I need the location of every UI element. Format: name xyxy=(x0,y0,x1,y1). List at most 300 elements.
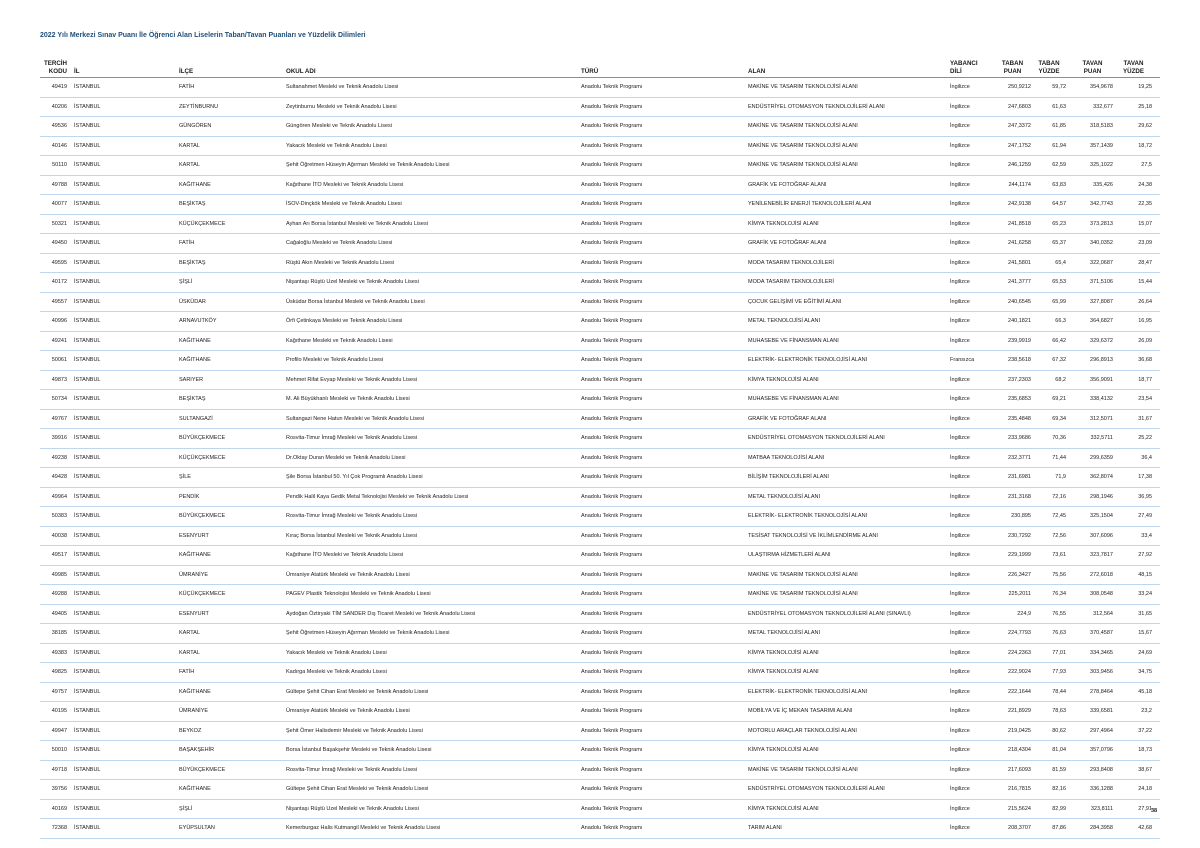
cell-il: İSTANBUL xyxy=(74,766,101,773)
cell-tavan-yuzde: 34,75 xyxy=(1138,669,1152,675)
cell-taban-puan: 231,3168 xyxy=(1008,493,1031,500)
cell-taban-yuzde: 71,44 xyxy=(1052,454,1066,461)
cell-alan: TARIM ALANI xyxy=(748,825,782,831)
cell-alan: METAL TEKNOLOJİSİ ALANI xyxy=(748,318,821,324)
cell-tavan-yuzde: 22,35 xyxy=(1138,201,1152,207)
cell-alan: MOTORLU ARAÇLAR TEKNOLOJİSİ ALANI xyxy=(748,727,857,734)
cell-tavan-puan: 373,2813 xyxy=(1090,220,1113,227)
cell-taban-puan: 247,3372 xyxy=(1008,123,1031,129)
cell-tavan-yuzde: 42,68 xyxy=(1138,825,1152,831)
cell-ilce: EYÜPSULTAN xyxy=(179,825,215,831)
cell-turu: Anadolu Teknik Programı xyxy=(581,825,643,831)
cell-yabanci-dili: İngilizce xyxy=(950,825,970,831)
cell-okul-adi: Rosvita-Timur İmrağ Mesleki ve Teknik Anadolu Lisesi xyxy=(286,766,418,773)
cell-turu: Anadolu Teknik Programı xyxy=(581,142,643,149)
cell-turu: Anadolu Teknik Programı xyxy=(581,259,643,266)
cell-yabanci-dili: İngilizce xyxy=(950,376,970,383)
cell-yabanci-dili: İngilizce xyxy=(950,532,970,539)
table-row xyxy=(40,293,1160,313)
cell-taban-yuzde: 76,63 xyxy=(1052,630,1066,636)
cell-tavan-yuzde: 33,24 xyxy=(1138,591,1152,597)
cell-tercih-kodu: 49947 xyxy=(51,727,67,734)
cell-tercih-kodu: 49238 xyxy=(51,454,67,461)
header-yuzde-line: YÜZDE xyxy=(1038,67,1060,75)
cell-taban-yuzde: 62,59 xyxy=(1052,162,1066,168)
cell-tercih-kodu: 40206 xyxy=(51,103,67,110)
cell-ilce: KAĞITHANE xyxy=(179,552,211,558)
cell-yabanci-dili: İngilizce xyxy=(950,766,970,773)
cell-tavan-puan: 298,1946 xyxy=(1090,493,1113,500)
cell-taban-yuzde: 76,34 xyxy=(1052,591,1066,597)
cell-turu: Anadolu Teknik Programı xyxy=(581,493,643,500)
header-tercih-line: TERCİH xyxy=(43,60,67,68)
cell-turu: Anadolu Teknik Programı xyxy=(581,571,643,578)
header-taban-line: TABAN xyxy=(1001,60,1024,68)
cell-tercih-kodu: 72368 xyxy=(51,825,67,831)
cell-tavan-yuzde: 17,38 xyxy=(1138,474,1152,480)
cell-taban-puan: 222,9024 xyxy=(1008,669,1031,675)
cell-il: İSTANBUL xyxy=(74,552,101,558)
cell-il: İSTANBUL xyxy=(74,571,101,578)
cell-il: İSTANBUL xyxy=(74,142,101,149)
cell-yabanci-dili: İngilizce xyxy=(950,123,970,129)
cell-yabanci-dili: İngilizce xyxy=(950,337,970,344)
cell-taban-yuzde: 66,3 xyxy=(1055,318,1066,324)
cell-taban-yuzde: 76,55 xyxy=(1052,610,1066,617)
cell-taban-yuzde: 59,72 xyxy=(1052,84,1066,90)
cell-tercih-kodu: 49557 xyxy=(51,298,67,305)
cell-taban-yuzde: 82,16 xyxy=(1052,786,1066,792)
cell-tercih-kodu: 49718 xyxy=(51,766,67,773)
table-row xyxy=(40,527,1160,547)
cell-tavan-puan: 354,9678 xyxy=(1090,84,1113,90)
cell-tavan-yuzde: 25,18 xyxy=(1138,103,1152,110)
header-taban-yuzde xyxy=(1032,60,1066,75)
cell-tercih-kodu: 39756 xyxy=(51,786,67,792)
cell-taban-yuzde: 72,56 xyxy=(1052,532,1066,539)
cell-taban-puan: 217,6093 xyxy=(1008,766,1031,773)
header-alan: ALAN xyxy=(748,67,766,75)
cell-yabanci-dili: İngilizce xyxy=(950,649,970,656)
table-row xyxy=(40,585,1160,605)
header-tavan-line: TAVAN xyxy=(1082,60,1103,68)
cell-taban-puan: 244,1174 xyxy=(1008,181,1031,188)
cell-taban-puan: 226,3427 xyxy=(1008,571,1031,578)
cell-ilce: BÜYÜKÇEKMECE xyxy=(179,513,226,519)
cell-taban-yuzde: 78,44 xyxy=(1052,688,1066,695)
cell-tavan-yuzde: 27,91 xyxy=(1138,805,1152,812)
cell-taban-yuzde: 61,94 xyxy=(1052,142,1066,149)
cell-il: İSTANBUL xyxy=(74,727,101,734)
cell-tercih-kodu: 49825 xyxy=(51,669,67,675)
cell-taban-yuzde: 77,93 xyxy=(1052,669,1066,675)
header-tavan-yuzde xyxy=(1115,60,1152,75)
cell-tercih-kodu: 49757 xyxy=(51,688,67,695)
cell-tercih-kodu: 40172 xyxy=(51,279,67,285)
cell-alan: KİMYA TEKNOLOJİSİ ALANI xyxy=(748,649,819,656)
table-row xyxy=(40,780,1160,800)
header-taban-line: TABAN xyxy=(1038,60,1060,68)
cell-ilce: KARTAL xyxy=(179,142,200,149)
cell-taban-puan: 250,9212 xyxy=(1008,84,1031,90)
cell-tercih-kodu: 38185 xyxy=(51,630,67,636)
cell-tavan-puan: 357,0796 xyxy=(1090,747,1113,753)
cell-okul-adi: Yakacık Mesleki ve Teknik Anadolu Lisesi xyxy=(286,649,387,656)
cell-turu: Anadolu Teknik Programı xyxy=(581,84,643,90)
cell-ilce: FATİH xyxy=(179,84,195,90)
cell-yabanci-dili: İngilizce xyxy=(950,454,970,461)
cell-ilce: KAĞITHANE xyxy=(179,688,211,695)
cell-alan: MUHASEBE VE FİNANSMAN ALANI xyxy=(748,337,839,344)
cell-yabanci-dili: İngilizce xyxy=(950,669,970,675)
cell-taban-puan: 247,1752 xyxy=(1008,142,1031,149)
cell-taban-puan: 238,5618 xyxy=(1008,357,1031,363)
cell-okul-adi: Şehit Öğretmen Hüseyin Ağırman Mesleki ve Teknik Anadolu Lisesi xyxy=(286,162,450,168)
cell-il: İSTANBUL xyxy=(74,474,101,480)
cell-tavan-yuzde: 36,4 xyxy=(1141,454,1152,461)
cell-il: İSTANBUL xyxy=(74,825,101,831)
cell-tavan-yuzde: 27,92 xyxy=(1138,552,1152,558)
table-row xyxy=(40,312,1160,332)
cell-tercih-kodu: 49767 xyxy=(51,415,67,422)
cell-tavan-yuzde: 37,22 xyxy=(1138,727,1152,734)
cell-okul-adi: Rüştü Akın Mesleki ve Teknik Anadolu Lisesi xyxy=(286,259,395,266)
cell-okul-adi: Borsa İstanbul Başakşehir Mesleki ve Teknik Anadolu Lisesi xyxy=(286,747,432,753)
cell-yabanci-dili: İngilizce xyxy=(950,708,970,714)
cell-taban-puan: 216,7815 xyxy=(1008,786,1031,792)
cell-tavan-puan: 272,6018 xyxy=(1090,571,1113,578)
cell-alan: MATBAA TEKNOLOJİSİ ALANI xyxy=(748,454,825,461)
cell-taban-yuzde: 73,61 xyxy=(1052,552,1066,558)
cell-turu: Anadolu Teknik Programı xyxy=(581,649,643,656)
cell-tavan-yuzde: 33,4 xyxy=(1141,532,1152,539)
cell-alan: METAL TEKNOLOJİSİ ALANI xyxy=(748,493,821,500)
cell-okul-adi: Kağıthane İTO Mesleki ve Teknik Anadolu Lisesi xyxy=(286,552,404,558)
cell-taban-puan: 242,9138 xyxy=(1008,201,1031,207)
cell-tercih-kodu: 40996 xyxy=(51,318,67,324)
cell-tavan-puan: 296,8913 xyxy=(1090,357,1113,363)
cell-alan: KİMYA TEKNOLOJİSİ ALANI xyxy=(748,805,819,812)
header-yabanci-dili xyxy=(950,60,990,75)
cell-tercih-kodu: 50321 xyxy=(51,220,67,227)
cell-turu: Anadolu Teknik Programı xyxy=(581,123,643,129)
cell-il: İSTANBUL xyxy=(74,396,101,402)
cell-ilce: SULTANGAZİ xyxy=(179,415,213,422)
table-row xyxy=(40,117,1160,137)
cell-okul-adi: Sultangazi Nene Hatun Mesleki ve Teknik Anadolu Lisesi xyxy=(286,415,425,422)
table-row xyxy=(40,819,1160,839)
cell-turu: Anadolu Teknik Programı xyxy=(581,162,643,168)
cell-il: İSTANBUL xyxy=(74,318,101,324)
cell-alan: MAKİNE VE TASARIM TEKNOLOJİSİ ALANI xyxy=(748,142,858,149)
cell-tavan-puan: 325,1504 xyxy=(1090,513,1113,519)
cell-taban-puan: 219,0425 xyxy=(1008,727,1031,734)
cell-tavan-yuzde: 48,15 xyxy=(1138,571,1152,578)
header-turu: TÜRÜ xyxy=(581,67,599,75)
cell-alan: MOBİLYA VE İÇ MEKAN TASARIMI ALANI xyxy=(748,708,853,714)
cell-taban-puan: 224,7793 xyxy=(1008,630,1031,636)
cell-tavan-puan: 357,1439 xyxy=(1090,142,1113,149)
table-row xyxy=(40,683,1160,703)
cell-turu: Anadolu Teknik Programı xyxy=(581,474,643,480)
cell-taban-puan: 237,2303 xyxy=(1008,376,1031,383)
header-tavan-line: TAVAN xyxy=(1123,60,1144,68)
cell-tavan-yuzde: 31,65 xyxy=(1138,610,1152,617)
cell-ilce: KÜÇÜKÇEKMECE xyxy=(179,454,226,461)
cell-taban-puan: 247,6803 xyxy=(1008,103,1031,110)
document-title: 2022 Yılı Merkezi Sınav Puanı İle Öğrenci Alan Liselerin Taban/Tavan Puanları ve Yüzdelik Dilimleri xyxy=(40,32,366,39)
cell-yabanci-dili: İngilizce xyxy=(950,103,970,110)
cell-ilce: BEŞİKTAŞ xyxy=(179,396,206,402)
cell-yabanci-dili: İngilizce xyxy=(950,318,970,324)
cell-yabanci-dili: İngilizce xyxy=(950,591,970,597)
cell-tercih-kodu: 39916 xyxy=(51,435,67,441)
cell-alan: KİMYA TEKNOLOJİSİ ALANI xyxy=(748,376,819,383)
cell-il: İSTANBUL xyxy=(74,220,101,227)
cell-turu: Anadolu Teknik Programı xyxy=(581,805,643,812)
cell-tavan-yuzde: 38,67 xyxy=(1138,766,1152,773)
cell-taban-yuzde: 72,16 xyxy=(1052,493,1066,500)
cell-ilce: ŞİLE xyxy=(179,474,191,480)
table-row xyxy=(40,390,1160,410)
cell-okul-adi: Üsküdar Borsa İstanbul Mesleki ve Teknik Anadolu Lisesi xyxy=(286,298,425,305)
cell-taban-yuzde: 81,59 xyxy=(1052,766,1066,773)
cell-turu: Anadolu Teknik Programı xyxy=(581,552,643,558)
cell-yabanci-dili: İngilizce xyxy=(950,727,970,734)
cell-turu: Anadolu Teknik Programı xyxy=(581,786,643,792)
table-row xyxy=(40,507,1160,527)
cell-il: İSTANBUL xyxy=(74,532,101,539)
scores-table xyxy=(40,56,1160,839)
cell-il: İSTANBUL xyxy=(74,415,101,422)
cell-tavan-puan: 329,6372 xyxy=(1090,337,1113,344)
header-puan-line: PUAN xyxy=(1003,67,1022,75)
cell-taban-yuzde: 67,32 xyxy=(1052,357,1066,363)
cell-taban-yuzde: 69,21 xyxy=(1052,396,1066,402)
cell-turu: Anadolu Teknik Programı xyxy=(581,669,643,675)
cell-taban-yuzde: 80,62 xyxy=(1052,727,1066,734)
cell-taban-yuzde: 75,56 xyxy=(1052,571,1066,578)
cell-okul-adi: Şile Borsa İstanbul 50. Yıl Çok Programlı Anadolu Lisesi xyxy=(286,474,423,480)
header-il: İL xyxy=(74,67,80,75)
table-row xyxy=(40,78,1160,98)
header-yuzde-line: YÜZDE xyxy=(1123,67,1144,75)
cell-ilce: KAĞITHANE xyxy=(179,181,211,188)
cell-alan: MAKİNE VE TASARIM TEKNOLOJİSİ ALANI xyxy=(748,571,858,578)
cell-il: İSTANBUL xyxy=(74,357,101,363)
cell-yabanci-dili: İngilizce xyxy=(950,298,970,305)
cell-alan: MAKİNE VE TASARIM TEKNOLOJİSİ ALANI xyxy=(748,162,858,168)
table-row xyxy=(40,176,1160,196)
cell-ilce: FATİH xyxy=(179,669,195,675)
cell-yabanci-dili: İngilizce xyxy=(950,786,970,792)
cell-taban-puan: 239,9919 xyxy=(1008,337,1031,344)
cell-taban-puan: 218,4304 xyxy=(1008,747,1031,753)
cell-ilce: KARTAL xyxy=(179,162,200,168)
cell-alan: ÇOCUK GELİŞİMİ VE EĞİTİMİ ALANI xyxy=(748,298,842,305)
cell-tavan-yuzde: 27,5 xyxy=(1141,162,1152,168)
page-number: 38 xyxy=(1151,808,1158,814)
cell-tavan-yuzde: 24,38 xyxy=(1138,181,1152,188)
cell-tavan-puan: 332,677 xyxy=(1093,103,1113,110)
cell-il: İSTANBUL xyxy=(74,123,101,129)
cell-taban-puan: 230,7292 xyxy=(1008,532,1031,539)
cell-tavan-yuzde: 23,54 xyxy=(1138,396,1152,402)
cell-alan: KİMYA TEKNOLOJİSİ ALANI xyxy=(748,747,819,753)
cell-tercih-kodu: 50010 xyxy=(51,747,67,753)
cell-turu: Anadolu Teknik Programı xyxy=(581,298,643,305)
cell-taban-yuzde: 78,63 xyxy=(1052,708,1066,714)
cell-tavan-puan: 312,5071 xyxy=(1090,415,1113,422)
cell-turu: Anadolu Teknik Programı xyxy=(581,220,643,227)
cell-il: İSTANBUL xyxy=(74,786,101,792)
cell-alan: KİMYA TEKNOLOJİSİ ALANI xyxy=(748,669,819,675)
cell-yabanci-dili: İngilizce xyxy=(950,259,970,266)
cell-ilce: KAĞITHANE xyxy=(179,357,211,363)
table-row xyxy=(40,371,1160,391)
cell-tercih-kodu: 49405 xyxy=(51,610,67,617)
cell-tavan-yuzde: 26,09 xyxy=(1138,337,1152,344)
cell-okul-adi: Kadırga Mesleki ve Teknik Anadolu Lisesi xyxy=(286,669,387,675)
cell-tavan-puan: 370,4587 xyxy=(1090,630,1113,636)
cell-tavan-puan: 356,9091 xyxy=(1090,376,1113,383)
cell-turu: Anadolu Teknik Programı xyxy=(581,181,643,188)
cell-ilce: ESENYURT xyxy=(179,610,209,617)
cell-okul-adi: Şehit Ömer Halisdemir Mesleki ve Teknik Anadolu Lisesi xyxy=(286,727,423,734)
cell-tavan-yuzde: 18,72 xyxy=(1138,142,1152,149)
cell-turu: Anadolu Teknik Programı xyxy=(581,513,643,519)
cell-alan: MODA TASARIM TEKNOLOJİLERİ xyxy=(748,279,834,285)
cell-ilce: ÜSKÜDAR xyxy=(179,298,206,305)
cell-ilce: ŞİŞLİ xyxy=(179,805,193,812)
cell-okul-adi: Gültepe Şehit Cihan Erat Mesleki ve Teknik Anadolu Lisesi xyxy=(286,786,429,792)
cell-yabanci-dili: İngilizce xyxy=(950,396,970,402)
cell-taban-puan: 240,6545 xyxy=(1008,298,1031,305)
cell-taban-puan: 241,5801 xyxy=(1008,259,1031,266)
cell-tercih-kodu: 40169 xyxy=(51,805,67,812)
cell-alan: ULAŞTIRMA HİZMETLERİ ALANI xyxy=(748,552,831,558)
cell-tavan-puan: 335,426 xyxy=(1093,181,1113,188)
cell-taban-yuzde: 63,83 xyxy=(1052,181,1066,188)
table-row xyxy=(40,410,1160,430)
cell-alan: MAKİNE VE TASARIM TEKNOLOJİSİ ALANI xyxy=(748,766,858,773)
cell-okul-adi: Kağıthane Mesleki ve Teknik Anadolu Lisesi xyxy=(286,337,393,344)
cell-okul-adi: M. Ali Büyükhanlı Mesleki ve Teknik Anadolu Lisesi xyxy=(286,396,410,402)
cell-alan: MAKİNE VE TASARIM TEKNOLOJİSİ ALANI xyxy=(748,591,858,597)
cell-tercih-kodu: 50734 xyxy=(51,396,67,402)
cell-taban-puan: 241,3777 xyxy=(1008,279,1031,285)
cell-alan: MAKİNE VE TASARIM TEKNOLOJİSİ ALANI xyxy=(748,84,858,90)
table-row xyxy=(40,273,1160,293)
cell-turu: Anadolu Teknik Programı xyxy=(581,415,643,422)
cell-taban-yuzde: 65,53 xyxy=(1052,279,1066,285)
cell-tavan-puan: 299,6359 xyxy=(1090,454,1113,461)
cell-okul-adi: Nişantaşı Rüştü Uzel Mesleki ve Teknik Anadolu Lisesi xyxy=(286,805,419,812)
table-row xyxy=(40,702,1160,722)
table-row xyxy=(40,351,1160,371)
cell-il: İSTANBUL xyxy=(74,201,101,207)
table-row xyxy=(40,468,1160,488)
table-row xyxy=(40,605,1160,625)
cell-okul-adi: Kağıthane İTO Mesleki ve Teknik Anadolu Lisesi xyxy=(286,181,404,188)
cell-tavan-yuzde: 24,69 xyxy=(1138,649,1152,656)
cell-taban-puan: 224,2363 xyxy=(1008,649,1031,656)
cell-alan: YENİLENEBİLİR ENERJİ TEKNOLOJİLERİ ALANI xyxy=(748,201,872,207)
cell-il: İSTANBUL xyxy=(74,240,101,246)
cell-yabanci-dili: İngilizce xyxy=(950,142,970,149)
cell-tavan-puan: 278,8464 xyxy=(1090,688,1113,695)
header-taban-puan xyxy=(994,60,1031,75)
cell-yabanci-dili: İngilizce xyxy=(950,415,970,422)
cell-turu: Anadolu Teknik Programı xyxy=(581,396,643,402)
cell-tercih-kodu: 50061 xyxy=(51,357,67,363)
cell-il: İSTANBUL xyxy=(74,610,101,617)
cell-tavan-puan: 323,8111 xyxy=(1090,805,1113,812)
cell-tavan-yuzde: 15,07 xyxy=(1138,220,1152,227)
cell-yabanci-dili: İngilizce xyxy=(950,201,970,207)
cell-ilce: ŞİŞLİ xyxy=(179,279,193,285)
cell-tavan-yuzde: 23,2 xyxy=(1141,708,1152,714)
cell-il: İSTANBUL xyxy=(74,181,101,188)
cell-il: İSTANBUL xyxy=(74,435,101,441)
cell-ilce: KAĞITHANE xyxy=(179,786,211,792)
cell-tavan-yuzde: 19,25 xyxy=(1138,84,1152,90)
cell-alan: ELEKTRİK- ELEKTRONİK TEKNOLOJİSİ ALANI xyxy=(748,513,868,519)
cell-yabanci-dili: İngilizce xyxy=(950,493,970,500)
cell-tavan-puan: 342,7743 xyxy=(1090,201,1113,207)
cell-turu: Anadolu Teknik Programı xyxy=(581,201,643,207)
table-row xyxy=(40,546,1160,566)
cell-yabanci-dili: İngilizce xyxy=(950,571,970,578)
cell-turu: Anadolu Teknik Programı xyxy=(581,357,643,363)
table-row xyxy=(40,624,1160,644)
cell-okul-adi: Mehmet Rifat Evyap Mesleki ve Teknik Anadolu Lisesi xyxy=(286,376,418,383)
cell-turu: Anadolu Teknik Programı xyxy=(581,610,643,617)
cell-turu: Anadolu Teknik Programı xyxy=(581,240,643,246)
header-dili-line: DİLİ xyxy=(950,67,962,75)
cell-tercih-kodu: 50110 xyxy=(52,162,67,168)
cell-tercih-kodu: 40195 xyxy=(51,708,67,714)
cell-taban-yuzde: 69,34 xyxy=(1052,415,1066,422)
cell-tercih-kodu: 49428 xyxy=(51,474,67,480)
table-row xyxy=(40,332,1160,352)
header-tavan-puan xyxy=(1072,60,1113,75)
cell-tavan-puan: 332,5711 xyxy=(1090,435,1113,441)
cell-yabanci-dili: İngilizce xyxy=(950,162,970,168)
cell-taban-puan: 230,895 xyxy=(1011,513,1031,519)
cell-okul-adi: Şehit Öğretmen Hüseyin Ağırman Mesleki ve Teknik Anadolu Lisesi xyxy=(286,630,450,636)
cell-taban-yuzde: 61,85 xyxy=(1052,123,1066,129)
cell-ilce: KARTAL xyxy=(179,649,200,656)
cell-tavan-yuzde: 23,09 xyxy=(1138,240,1152,246)
cell-ilce: GÜNGÖREN xyxy=(179,123,212,129)
cell-ilce: BEŞİKTAŞ xyxy=(179,259,206,266)
cell-taban-yuzde: 65,99 xyxy=(1052,298,1066,305)
cell-tavan-yuzde: 26,64 xyxy=(1138,298,1152,305)
cell-tercih-kodu: 49788 xyxy=(51,181,67,188)
cell-taban-puan: 233,9686 xyxy=(1008,435,1031,441)
cell-yabanci-dili: İngilizce xyxy=(950,688,970,695)
cell-tavan-puan: 312,564 xyxy=(1093,610,1113,617)
cell-okul-adi: Gültepe Şehit Cihan Erat Mesleki ve Teknik Anadolu Lisesi xyxy=(286,688,429,695)
table-row xyxy=(40,761,1160,781)
table-row xyxy=(40,644,1160,664)
cell-okul-adi: Pendik Halil Kaya Gedik Metal Teknolojisi Mesleki ve Teknik Anadolu Lisesi xyxy=(286,493,469,500)
table-row xyxy=(40,137,1160,157)
cell-tavan-yuzde: 15,44 xyxy=(1138,279,1152,285)
cell-okul-adi: Dr.Oktay Duran Mesleki ve Teknik Anadolu Lisesi xyxy=(286,454,406,461)
cell-okul-adi: Nişantaşı Rüştü Uzel Mesleki ve Teknik Anadolu Lisesi xyxy=(286,279,419,285)
